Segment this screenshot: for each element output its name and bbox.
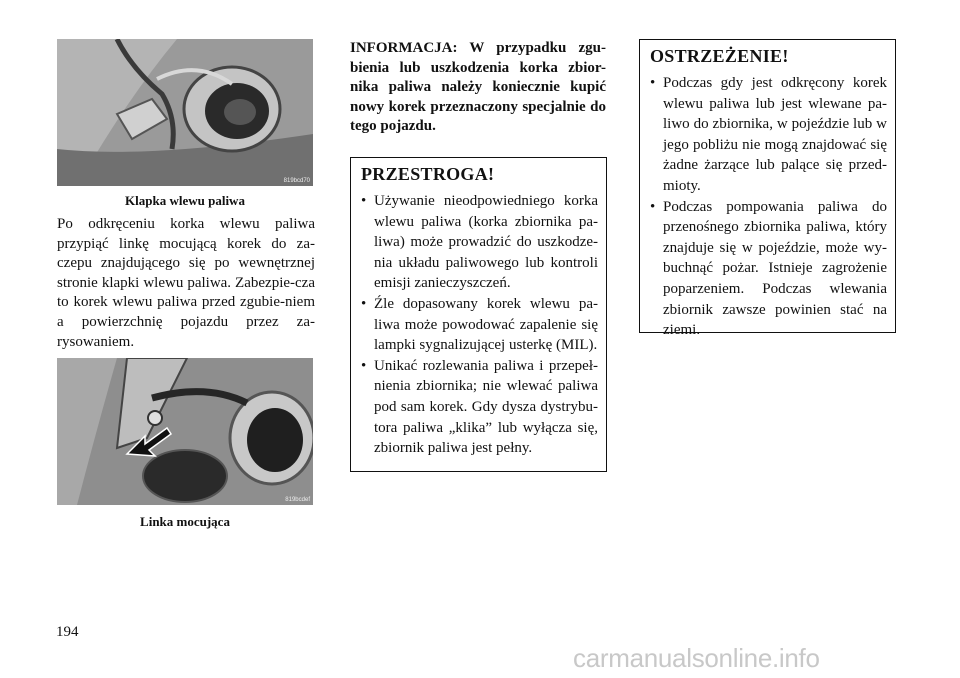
figure-code: 819bcd70 — [283, 178, 310, 184]
watermark: carmanualsonline.info — [573, 643, 820, 673]
warning-title: OSTRZEŻENIE! — [650, 46, 789, 66]
warning-box — [639, 39, 896, 339]
warning-item: • Podczas pompowania paliwa do przenośnego zbiornika paliwa, który znajduje się w pojeździe, może wy-buchnąć pożar. Istnieje zagrożenie poparzeniem. Podczas wlewania zbiornik zawsze powinien stać na ziemi. — [650, 197, 887, 341]
body-paragraph: Po odkręceniu korka wlewu paliwa przypiąć linkę mocującą korek do za-czepu znajdującego się po wewnętrznej stronie klapki wlewu paliwa. Zabezpie-cza to korek wlewu paliwa przed zgubie-niem a powierzchnię pojazdu przez za-rysowaniem. — [57, 216, 315, 350]
caution-box — [350, 157, 607, 472]
caution-title: PRZESTROGA! — [361, 164, 495, 184]
tether-strap-photo — [57, 358, 313, 505]
fuel-door-photo — [57, 39, 313, 186]
info-note: INFORMACJA: W przypadku zgu-bienia lub uszkodzenia korka zbior-nika paliwa należy koniecznie kupić nowy korek przeznaczony specjalnie do tego pojazdu. — [350, 40, 606, 135]
figure-caption: Linka mocująca — [140, 514, 230, 529]
page-number: 194 — [56, 624, 79, 640]
figure-caption: Klapka wlewu paliwa — [125, 193, 245, 208]
caution-item: • Unikać rozlewania paliwa i przepeł-nienia zbiornika; nie wlewać paliwa pod sam korek. Gdy dysza dystrybu-tora paliwa „klika” lub wyłącza się, zbiornik paliwa jest pełny. — [361, 356, 598, 459]
figure-code: 819bcdef — [285, 497, 310, 503]
caution-item: • Źle dopasowany korek wlewu pa-liwa może powodować zapalenie się lampki sygnalizującej usterkę (MIL). — [361, 294, 598, 356]
warning-item: • Podczas gdy jest odkręcony korek wlewu paliwa lub jest wlewane pa-liwo do zbiornika, w pojeździe lub w jego pobliżu nie mogą znajdować się żadne żarzące lub palące się przed-mioty. — [650, 73, 887, 197]
caution-item: • Używanie nieodpowiedniego korka wlewu paliwa (korka zbiornika pa-liwa) może prowadzić do uszkodze-nia układu paliwowego lub kontroli emisji zanieczyszczeń. — [361, 191, 598, 294]
